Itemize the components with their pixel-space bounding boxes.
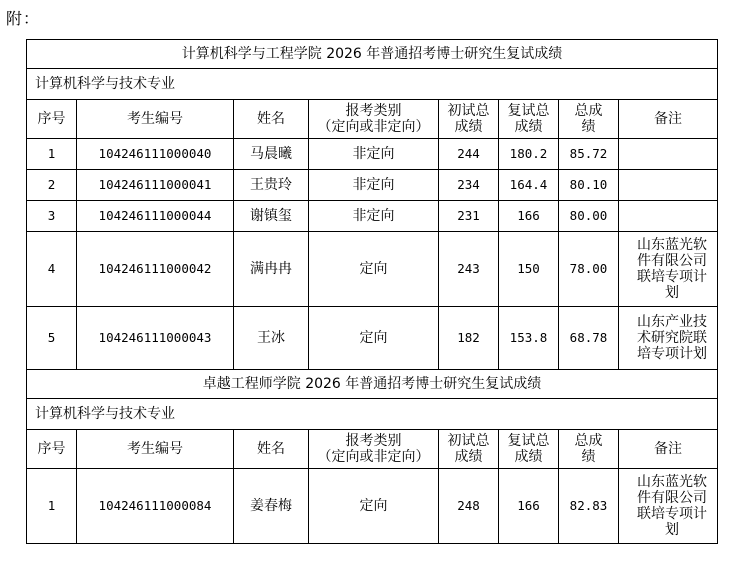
cell-total-score: 78.00 bbox=[559, 232, 619, 307]
header-remark: 备注 bbox=[619, 430, 718, 469]
cell-name: 王冰 bbox=[234, 307, 309, 370]
cell-name: 满冉冉 bbox=[234, 232, 309, 307]
section-title: 计算机科学与工程学院 2026 年普通招考博士研究生复试成绩 bbox=[27, 40, 718, 69]
cell-seq: 1 bbox=[27, 139, 77, 170]
cell-category: 定向 bbox=[309, 307, 439, 370]
cell-remark bbox=[619, 139, 718, 170]
header-name: 姓名 bbox=[234, 100, 309, 139]
cell-total-score: 80.00 bbox=[559, 201, 619, 232]
cell-seq: 2 bbox=[27, 170, 77, 201]
section-title: 卓越工程师学院 2026 年普通招考博士研究生复试成绩 bbox=[27, 370, 718, 399]
cell-category: 非定向 bbox=[309, 139, 439, 170]
cell-initial-score: 231 bbox=[439, 201, 499, 232]
cell-retest-score: 153.8 bbox=[499, 307, 559, 370]
cell-total-score: 68.78 bbox=[559, 307, 619, 370]
header-category: 报考类别 （定向或非定向） bbox=[309, 430, 439, 469]
cell-retest-score: 166 bbox=[499, 469, 559, 544]
table-row bbox=[27, 170, 718, 201]
header-name: 姓名 bbox=[234, 430, 309, 469]
header-exam-id: 考生编号 bbox=[77, 100, 234, 139]
cell-category: 定向 bbox=[309, 469, 439, 544]
header-row bbox=[27, 430, 718, 469]
results-table bbox=[26, 39, 718, 544]
table-row bbox=[27, 307, 718, 370]
cell-initial-score: 243 bbox=[439, 232, 499, 307]
cell-category: 定向 bbox=[309, 232, 439, 307]
major-row bbox=[27, 399, 718, 430]
header-total-score: 总成 绩 bbox=[559, 430, 619, 469]
table-row bbox=[27, 139, 718, 170]
major-row bbox=[27, 69, 718, 100]
cell-retest-score: 164.4 bbox=[499, 170, 559, 201]
cell-remark: 山东蓝光软 件有限公司 联培专项计 划 bbox=[619, 469, 718, 544]
attachment-label: 附： bbox=[6, 9, 41, 28]
cell-remark bbox=[619, 170, 718, 201]
cell-seq: 4 bbox=[27, 232, 77, 307]
cell-exam-id: 104246111000041 bbox=[77, 170, 234, 201]
cell-name: 谢镇玺 bbox=[234, 201, 309, 232]
cell-initial-score: 244 bbox=[439, 139, 499, 170]
cell-retest-score: 180.2 bbox=[499, 139, 559, 170]
cell-initial-score: 248 bbox=[439, 469, 499, 544]
cell-category: 非定向 bbox=[309, 201, 439, 232]
header-remark: 备注 bbox=[619, 100, 718, 139]
cell-remark bbox=[619, 201, 718, 232]
header-total-score: 总成 绩 bbox=[559, 100, 619, 139]
cell-name: 姜春梅 bbox=[234, 469, 309, 544]
section-title-row bbox=[27, 40, 718, 69]
cell-name: 马晨曦 bbox=[234, 139, 309, 170]
cell-exam-id: 104246111000043 bbox=[77, 307, 234, 370]
header-seq: 序号 bbox=[27, 430, 77, 469]
major-label: 计算机科学与技术专业 bbox=[27, 399, 718, 430]
header-exam-id: 考生编号 bbox=[77, 430, 234, 469]
cell-remark: 山东产业技 术研究院联 培专项计划 bbox=[619, 307, 718, 370]
cell-seq: 5 bbox=[27, 307, 77, 370]
section-title-row bbox=[27, 370, 718, 399]
header-initial-score: 初试总 成绩 bbox=[439, 430, 499, 469]
cell-initial-score: 234 bbox=[439, 170, 499, 201]
cell-remark: 山东蓝光软 件有限公司 联培专项计 划 bbox=[619, 232, 718, 307]
cell-initial-score: 182 bbox=[439, 307, 499, 370]
cell-total-score: 85.72 bbox=[559, 139, 619, 170]
header-seq: 序号 bbox=[27, 100, 77, 139]
header-category: 报考类别 （定向或非定向） bbox=[309, 100, 439, 139]
table-row bbox=[27, 232, 718, 307]
cell-retest-score: 150 bbox=[499, 232, 559, 307]
header-retest-score: 复试总 成绩 bbox=[499, 430, 559, 469]
cell-total-score: 82.83 bbox=[559, 469, 619, 544]
cell-name: 王贵玲 bbox=[234, 170, 309, 201]
table-row bbox=[27, 201, 718, 232]
cell-exam-id: 104246111000044 bbox=[77, 201, 234, 232]
cell-exam-id: 104246111000042 bbox=[77, 232, 234, 307]
cell-category: 非定向 bbox=[309, 170, 439, 201]
cell-exam-id: 104246111000084 bbox=[77, 469, 234, 544]
header-retest-score: 复试总 成绩 bbox=[499, 100, 559, 139]
table-row bbox=[27, 469, 718, 544]
cell-seq: 1 bbox=[27, 469, 77, 544]
cell-exam-id: 104246111000040 bbox=[77, 139, 234, 170]
header-initial-score: 初试总 成绩 bbox=[439, 100, 499, 139]
header-row bbox=[27, 100, 718, 139]
cell-retest-score: 166 bbox=[499, 201, 559, 232]
major-label: 计算机科学与技术专业 bbox=[27, 69, 718, 100]
cell-seq: 3 bbox=[27, 201, 77, 232]
cell-total-score: 80.10 bbox=[559, 170, 619, 201]
